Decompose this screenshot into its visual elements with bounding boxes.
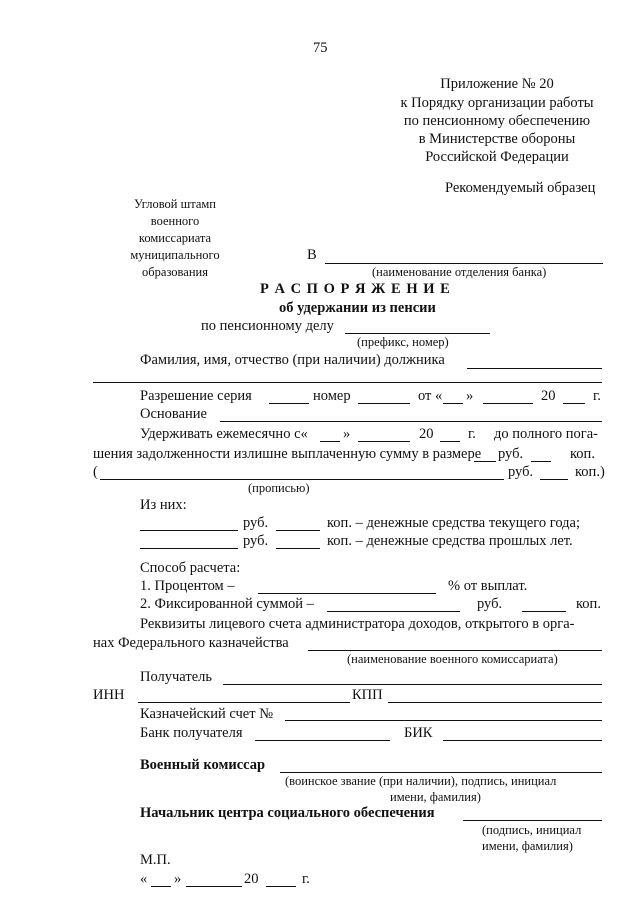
appendix-line-1: Приложение № 20 — [440, 76, 554, 92]
monthly-label: Удерживать ежемесячно с« — [140, 426, 308, 442]
permission-year-suffix: г. — [593, 388, 601, 404]
monthly-until: до полного пога- — [494, 426, 598, 442]
date-year-prefix: 20 — [244, 871, 259, 887]
percent-suffix: % от выплат. — [448, 578, 528, 594]
fixed-kop-label: коп. — [576, 596, 601, 612]
current-year-rub-field[interactable] — [140, 530, 238, 531]
chief-caption-2: имени, фамилия) — [482, 839, 573, 853]
chief-label: Начальник центра социального обеспечения — [140, 805, 435, 821]
appendix-line-4: в Министерстве обороны — [418, 131, 576, 147]
appendix-line-3: по пенсионному обеспечению — [403, 113, 591, 129]
fixed-label: 2. Фиксированной суммой – — [140, 596, 314, 612]
paren-open: ( — [93, 464, 98, 480]
current-year-kop-field[interactable] — [276, 530, 320, 531]
bik-field[interactable] — [443, 740, 602, 741]
requisites-line-1: Реквизиты лицевого счета администратора доходов, открытого в орга- — [140, 616, 575, 632]
recipient-label: Получатель — [140, 669, 212, 685]
permission-month-field[interactable] — [483, 403, 533, 404]
date-quote-close: » — [174, 871, 182, 887]
commissar-caption-2: имени, фамилия) — [390, 790, 481, 804]
kpp-label: КПП — [352, 687, 383, 703]
chief-caption-1: (подпись, инициал — [482, 823, 582, 837]
paren-kop-field[interactable] — [540, 479, 568, 480]
percent-field[interactable] — [258, 593, 436, 594]
debtor-label: Фамилия, имя, отчество (при наличии) должника — [140, 352, 445, 368]
pension-case-field[interactable] — [345, 333, 490, 334]
basis-field[interactable] — [220, 421, 602, 422]
prefix-caption: (префикс, номер) — [357, 335, 449, 349]
document-subtitle: об удержании из пенсии — [279, 300, 436, 316]
monthly-year-field[interactable] — [440, 441, 460, 442]
permission-quote-close: » — [466, 388, 474, 404]
stamp-line-5: образования — [142, 265, 208, 279]
permission-series-field[interactable] — [269, 403, 309, 404]
page-number: 75 — [313, 40, 328, 56]
date-quote-open: « — [140, 871, 148, 887]
date-month-field[interactable] — [186, 886, 242, 887]
debt-rub-field[interactable] — [474, 461, 496, 462]
stamp-line-1: Угловой штамп — [133, 197, 216, 211]
amount-in-words-field[interactable] — [100, 479, 504, 480]
appendix-line-2: к Порядку организации работы — [400, 95, 594, 111]
bik-label: БИК — [404, 725, 433, 741]
chief-signature-field[interactable] — [463, 820, 602, 821]
date-year-suffix: г. — [302, 871, 310, 887]
treasury-label: Казначейский счет № — [140, 706, 274, 722]
stamp-line-4: муниципального — [130, 248, 220, 262]
requisites-line-2: нах Федерального казначейства — [93, 635, 289, 651]
past-years-kop-field[interactable] — [276, 548, 320, 549]
past-years-rub-label: руб. — [243, 533, 269, 549]
commissar-label: Военный комиссар — [140, 757, 266, 773]
permission-year-prefix: 20 — [541, 388, 556, 404]
past-years-rub-field[interactable] — [140, 548, 238, 549]
debt-kop-field[interactable] — [531, 461, 551, 462]
pension-case-label: по пенсионному делу — [201, 318, 334, 334]
permission-series-label: Разрешение серия — [140, 388, 252, 404]
debtor-field-line-2[interactable] — [93, 382, 602, 383]
seal-label: М.П. — [140, 852, 171, 868]
permission-number-field[interactable] — [358, 403, 410, 404]
date-year-field[interactable] — [266, 886, 296, 887]
appendix-line-5: Российской Федерации — [425, 149, 569, 165]
paren-rub-label: руб. — [508, 464, 534, 480]
calc-method-label: Способ расчета: — [140, 560, 241, 576]
bank-name-field[interactable] — [325, 263, 603, 264]
stamp-line-3: комиссариата — [138, 231, 212, 245]
recommended-sample: Рекомендуемый образец — [445, 180, 596, 196]
in-words-caption: (прописью) — [248, 481, 310, 495]
inn-field[interactable] — [138, 702, 350, 703]
paren-kop-label: коп.) — [575, 464, 605, 480]
debt-label: шения задолженности излишне выплаченную сумму в размере — [93, 446, 482, 462]
debt-kop-label: коп. — [570, 446, 595, 462]
fixed-rub-label: руб. — [477, 596, 503, 612]
permission-day-field[interactable] — [443, 403, 463, 404]
basis-label: Основание — [140, 406, 207, 422]
monthly-month-field[interactable] — [358, 441, 410, 442]
to-prefix: В — [307, 247, 317, 263]
bank-recipient-label: Банк получателя — [140, 725, 243, 741]
permission-number-label: номер — [313, 388, 351, 404]
treasury-number-field[interactable] — [285, 720, 602, 721]
percent-label: 1. Процентом – — [140, 578, 235, 594]
current-year-kop-label: коп. – денежные средства текущего года; — [327, 515, 581, 531]
of-them-label: Из них: — [140, 497, 187, 513]
fixed-rub-field[interactable] — [327, 611, 460, 612]
monthly-year-prefix: 20 — [419, 426, 434, 442]
kpp-field[interactable] — [388, 702, 602, 703]
treasury-account-field[interactable] — [308, 650, 602, 651]
monthly-day-field[interactable] — [320, 441, 340, 442]
permission-from-label: от « — [418, 388, 443, 404]
bank-recipient-field[interactable] — [255, 740, 390, 741]
recipient-field[interactable] — [223, 684, 602, 685]
bank-caption: (наименование отделения банка) — [372, 265, 547, 279]
commissar-caption-1: (воинское звание (при наличии), подпись, инициал — [285, 774, 557, 788]
current-year-rub-label: руб. — [243, 515, 269, 531]
permission-year-field[interactable] — [563, 403, 585, 404]
commissar-signature-field[interactable] — [280, 772, 602, 773]
debtor-field[interactable] — [467, 368, 602, 369]
past-years-kop-label: коп. – денежные средства прошлых лет. — [327, 533, 573, 549]
date-day-field[interactable] — [151, 886, 171, 887]
stamp-line-2: военного — [150, 214, 200, 228]
monthly-year-suffix: г. — [468, 426, 476, 442]
inn-label: ИНН — [93, 687, 125, 703]
monthly-quote-close: » — [343, 426, 351, 442]
document-title: Р А С П О Р Я Ж Е Н И Е — [260, 281, 451, 297]
commissariat-caption: (наименование военного комиссариата) — [347, 652, 558, 666]
fixed-kop-field[interactable] — [522, 611, 566, 612]
debt-rub-label: руб. — [498, 446, 524, 462]
